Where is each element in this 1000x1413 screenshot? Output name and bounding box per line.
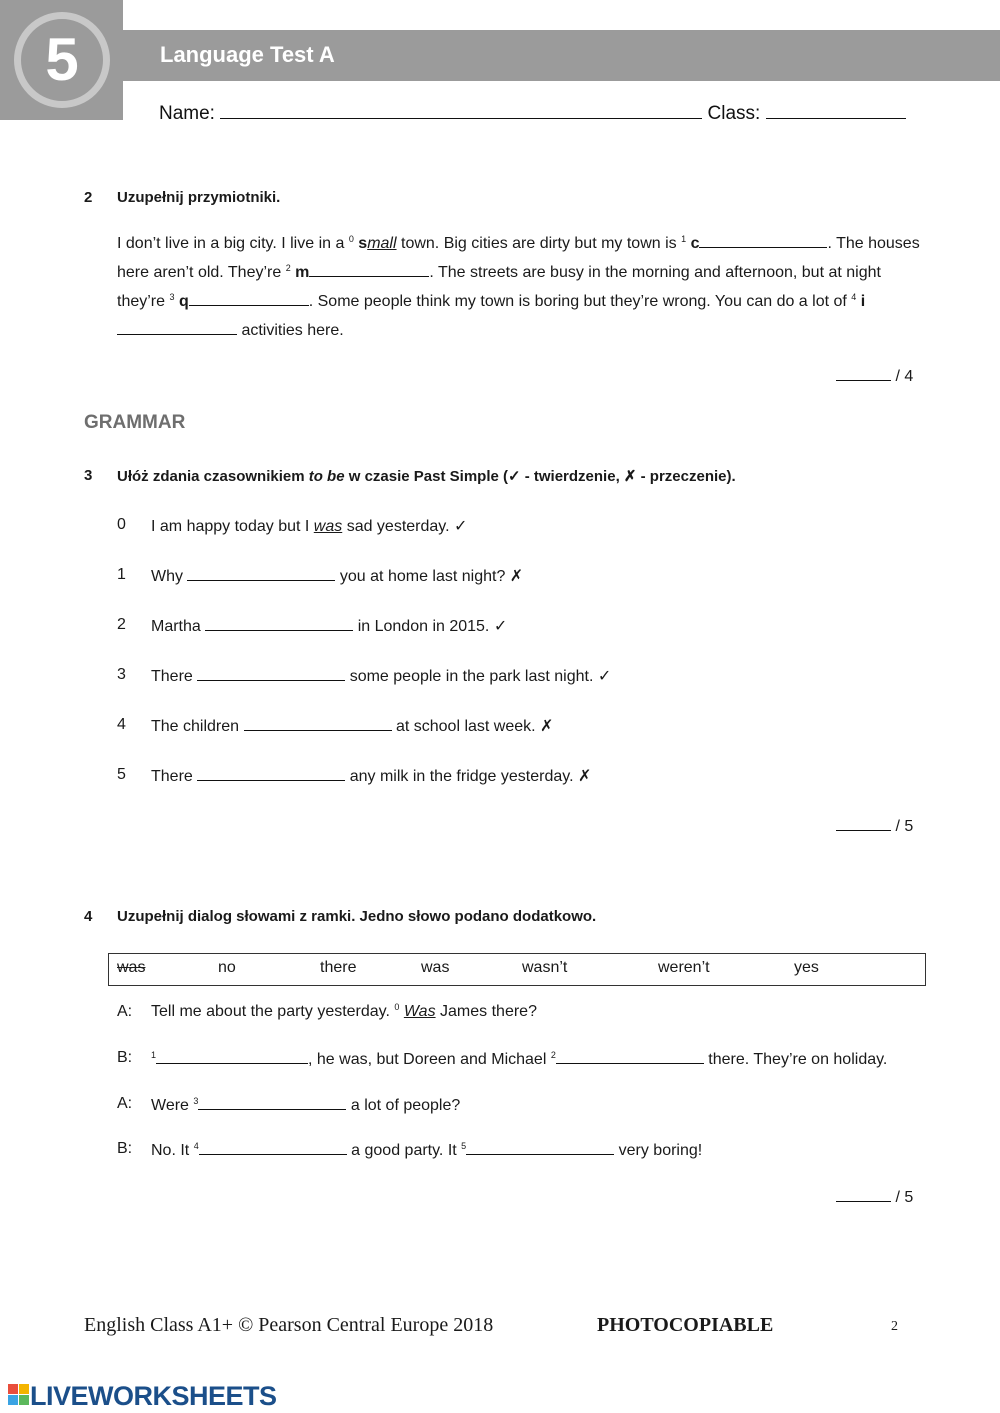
ex3-text: Why — [151, 568, 183, 585]
ex4-instruction: Uzupełnij dialog słowami z ramki. Jedno słowo podano dodatkowo. — [117, 908, 597, 925]
ex4-number: 4 — [84, 908, 93, 925]
dialog-gap-5[interactable] — [466, 1140, 614, 1155]
dialog-segment: , he was, but Doreen and Michael — [308, 1051, 547, 1068]
ex2-score — [836, 366, 913, 386]
ex2-text: town. Big cities are dirty but my town is — [401, 235, 677, 252]
ex2-num-1: 1 — [681, 234, 687, 244]
word-box-item-used: was — [117, 959, 146, 976]
dialog-line — [0, 1140, 1000, 1162]
ex3-text: some people in the park last night. ✓ — [349, 668, 612, 685]
dialog-segment: Were — [151, 1097, 189, 1114]
ex3-text: Martha — [151, 618, 201, 635]
ex3-item-number: 2 — [117, 616, 126, 633]
liveworksheets-logo-text: LIVEWORKSHEETS — [30, 1381, 277, 1411]
ex2-letter-2: m — [295, 264, 310, 281]
ex3-item-number: 4 — [117, 716, 126, 733]
ex2-example-answer: mall — [367, 235, 397, 252]
ex3-item-number: 3 — [117, 666, 126, 683]
word-box-item: wasn’t — [522, 959, 568, 976]
ex2-number: 2 — [84, 189, 93, 206]
ex3-example-text — [151, 516, 467, 536]
ex4-score — [836, 1187, 913, 1207]
word-box-item: yes — [794, 959, 819, 976]
title-bar — [123, 30, 1000, 81]
dialog-segment: James there? — [440, 1003, 537, 1020]
ex2-gap-2[interactable] — [309, 262, 429, 277]
ex2-text: . The streets are busy in the morning and afternoon, but at night they’re — [117, 264, 881, 310]
ex2-letter-4: i — [860, 293, 866, 310]
ex3-item — [0, 766, 1000, 788]
speaker-label: B: — [117, 1140, 133, 1157]
ex3-text: I am happy today but I — [151, 518, 310, 535]
dialog-gap-2[interactable] — [556, 1049, 704, 1064]
ex3-instruction-part: Ułóż zdania czasownikiem — [117, 468, 305, 485]
word-box-item: was — [421, 959, 450, 976]
ex2-score-field[interactable] — [836, 366, 891, 381]
ex3-text: The children — [151, 718, 240, 735]
dialog-segment: No. It — [151, 1142, 190, 1159]
dialog-text — [151, 1095, 460, 1115]
ex3-item-text — [151, 566, 523, 586]
dialog-num-5: 5 — [461, 1141, 467, 1151]
dialog-gap-3[interactable] — [198, 1095, 346, 1110]
dialog-num-3: 3 — [193, 1096, 199, 1106]
word-box-item: weren’t — [658, 959, 710, 976]
name-label: Name: — [159, 103, 215, 124]
ex3-item — [0, 566, 1000, 588]
ex3-gap-3[interactable] — [197, 666, 345, 681]
ex2-text: . The houses here aren’t old. They’re — [117, 235, 920, 281]
ex2-num-3: 3 — [169, 292, 175, 302]
ex3-instruction-part: w czasie Past Simple (✓ - twierdzenie, ✗ - przeczenie). — [348, 468, 736, 485]
dialog-segment: very boring! — [618, 1142, 703, 1159]
class-label: Class: — [707, 103, 761, 124]
dialog-segment: a lot of people? — [350, 1097, 461, 1114]
ex2-score-total: / 4 — [895, 368, 914, 385]
ex3-text: you at home last night? ✗ — [339, 568, 524, 585]
ex2-text: activities here. — [241, 322, 344, 339]
test-title: Language Test A — [160, 42, 335, 67]
dialog-segment: there. They’re on holiday. — [708, 1051, 888, 1068]
ex2-gap-3[interactable] — [189, 291, 309, 306]
speaker-label: A: — [117, 1003, 133, 1020]
ex2-num-4: 4 — [851, 292, 857, 302]
dialog-example-answer: Was — [403, 1003, 436, 1020]
footer-photocopiable: PHOTOCOPIABLE — [597, 1314, 774, 1336]
ex2-text: . Some people think my town is boring but they’re wrong. You can do a lot of — [308, 293, 847, 310]
ex3-item — [0, 616, 1000, 638]
ex3-score-field[interactable] — [836, 816, 891, 831]
ex2-letter-1: c — [690, 235, 700, 252]
ex2-gap-4[interactable] — [117, 320, 237, 335]
dialog-gap-4[interactable] — [199, 1140, 347, 1155]
ex3-item-text — [151, 616, 507, 636]
ex3-text: sad yesterday. ✓ — [346, 518, 468, 535]
dialog-segment: a good party. It — [351, 1142, 457, 1159]
page-number: 2 — [891, 1319, 898, 1334]
ex3-text: There — [151, 668, 193, 685]
ex3-instruction-italic: to be — [308, 468, 345, 485]
liveworksheets-logo-icon — [8, 1384, 30, 1406]
ex3-gap-2[interactable] — [205, 616, 353, 631]
ex3-score-total: / 5 — [895, 818, 914, 835]
ex2-text: I don’t live in a big city. I live in a — [117, 235, 345, 252]
ex3-item-number: 1 — [117, 566, 126, 583]
dialog-num-1: 1 — [151, 1050, 157, 1060]
word-box-item: no — [218, 959, 236, 976]
ex3-gap-4[interactable] — [244, 716, 392, 731]
ex3-item-text — [151, 666, 611, 686]
ex3-score — [836, 816, 913, 836]
ex3-example — [0, 516, 1000, 538]
dialog-text — [151, 1003, 537, 1021]
ex4-score-field[interactable] — [836, 1187, 891, 1202]
ex3-text: There — [151, 768, 193, 785]
ex3-instruction — [117, 467, 736, 485]
grammar-heading: GRAMMAR — [84, 412, 186, 433]
dialog-gap-1[interactable] — [156, 1049, 308, 1064]
ex2-letter-3: q — [178, 293, 189, 310]
unit-number: 5 — [45, 26, 79, 93]
ex3-text: in London in 2015. ✓ — [357, 618, 508, 635]
dialog-text — [151, 1049, 887, 1069]
dialog-text — [151, 1140, 702, 1160]
ex3-item — [0, 666, 1000, 688]
class-field[interactable] — [766, 100, 906, 119]
dialog-segment: Tell me about the party yesterday. — [151, 1003, 390, 1020]
speaker-label: B: — [117, 1049, 133, 1066]
ex3-example-answer: was — [313, 518, 343, 535]
ex2-num-0: 0 — [348, 234, 354, 244]
dialog-line — [0, 1003, 1000, 1025]
ex4-score-total: / 5 — [895, 1189, 914, 1206]
ex3-item-number: 5 — [117, 766, 126, 783]
name-class-line — [159, 100, 906, 125]
ex2-gap-1[interactable] — [699, 233, 827, 248]
dialog-num-0: 0 — [394, 1002, 400, 1012]
ex3-number: 3 — [84, 467, 93, 484]
dialog-num-2: 2 — [550, 1050, 556, 1060]
ex3-gap-1[interactable] — [187, 566, 335, 581]
ex3-text: any milk in the fridge yesterday. ✗ — [349, 768, 592, 785]
dialog-line — [0, 1095, 1000, 1117]
dialog-line — [0, 1049, 1000, 1071]
ex3-text: at school last week. ✗ — [395, 718, 554, 735]
ex2-paragraph — [117, 229, 922, 345]
name-field[interactable] — [220, 100, 702, 119]
ex3-item — [0, 716, 1000, 738]
word-box-item: there — [320, 959, 357, 976]
ex3-item-text — [151, 766, 591, 786]
ex3-item-text — [151, 716, 553, 736]
ex3-item-number: 0 — [117, 516, 126, 533]
unit-badge — [0, 0, 123, 120]
ex2-instruction: Uzupełnij przymiotniki. — [117, 189, 281, 206]
dialog-num-4: 4 — [193, 1141, 199, 1151]
speaker-label: A: — [117, 1095, 133, 1112]
ex3-gap-5[interactable] — [197, 766, 345, 781]
footer-copyright: English Class A1+ © Pearson Central Europe 2018 — [84, 1314, 494, 1336]
ex2-example-letter: s — [358, 235, 368, 252]
ex2-num-2: 2 — [285, 263, 291, 273]
word-box — [108, 953, 926, 986]
